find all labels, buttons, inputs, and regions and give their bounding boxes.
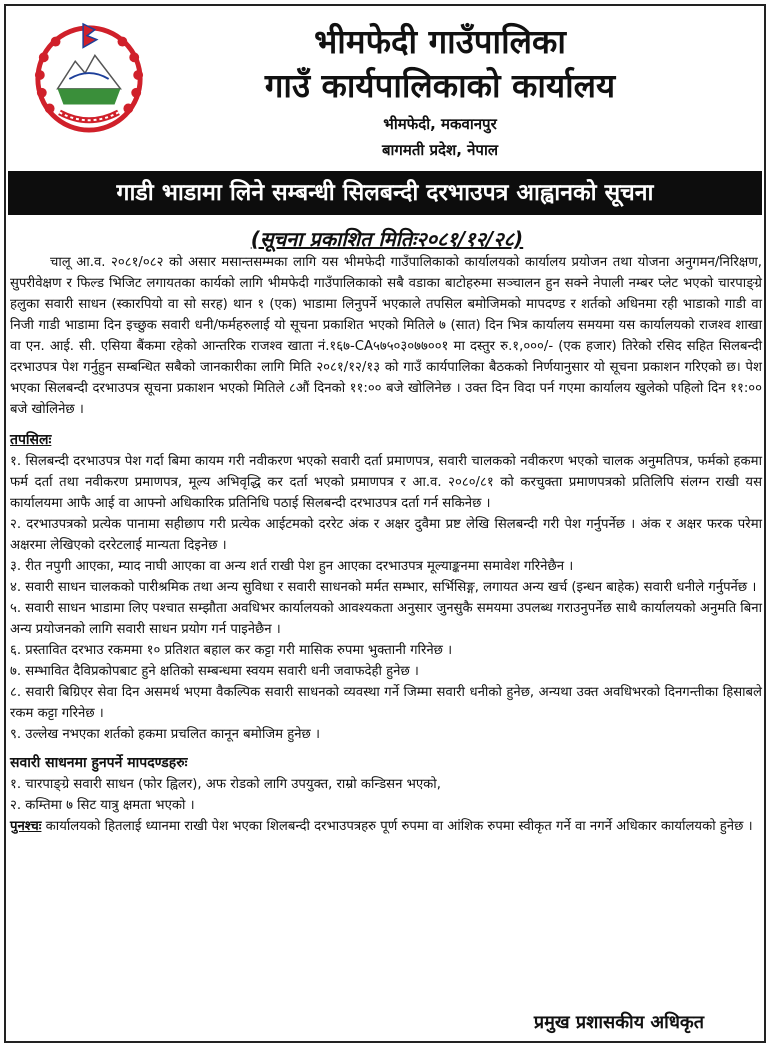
criteria-item: २. कम्तिमा ७ सिट यात्रु क्षमता भएको ।	[10, 798, 195, 813]
criteria-item: १. चारपाङ्ग्रे सवारी साधन (फोर ह्विलर), अफ रोडको लागि उपयुक्त, राम्रो कन्डिसन भएको,	[10, 777, 441, 792]
intro-paragraph: चालू आ.व. २०८१/०८२ को असार मसान्तसम्मका लागि यस भीमफेदी गाउँपालिकाको कार्यालयको कार्यालय प्रयोजन तथा योजना अनुगमन/निरिक्षण, सुपरीवेक्षण र फिल्ड भिजिट लगायतका कार्यको लागि भीमफेदी गाउँपालिकाको सबै वडाका बाटोहरुमा सञ्चालन हुन सक्ने नेपाली नम्बर प्लेट भएको चारपाङ्ग्रे हलुका सवारी साधन (स्कारपियो वा सो सरह) थान १ (एक) भाडामा लिनुपर्ने भएकाले तपसिल बमोजिमको मापदण्ड र शर्तको अधिनमा रही भाडाको गाडी वा निजी गाडी भाडामा दिन इच्छुक सवारी धनी/फर्महरुलाई यो सूचना प्रकाशित भएको मितिले ७ (सात) दिन भित्र कार्यालय समयमा यस कार्यालयको राजश्व शाखा वा एन. आई. सी. एसिया बैंकमा रहेको आन्तरिक राजश्व खाता नं.१६७-CA५७५०३०७७००१ मा दस्तुर रु.१,०००/- (एक हजार) तिरेको रसिद सहित सिलबन्दी दरभाउपत्र पेश गर्नुहुन सम्बन्धित सबैको जानकारीका लागि मिति २०८१/१२/१३ को गाउँ कार्यपालिका बैठकको निर्णयानुसार यो सूचना प्रकाशन गरिएको छ। पेश भएका सिलबन्दी दरभाउपत्र सूचना प्रकाशन भएको मितिले ८औं दिनको ११:०० बजे खोलिनेछ । उक्त दिन विदा पर्न गएमा कार्यालय खुलेको पहिलो दिन ११:०० बजे खोलिनेछ ।	[10, 255, 762, 417]
term-item: ६. प्रस्तावित दरभाउ रकममा १० प्रतिशत बहाल कर कट्टा गरी मासिक रुपमा भुक्तानी गरिनेछ ।	[10, 643, 453, 658]
postscript-text: कार्यालयको हितलाई ध्यानमा राखी पेश भएका शिलबन्दी दरभाउपत्रहरु पूर्ण रुपमा वा आंशिक रुपमा स्वीकृत गर्ने वा नगर्ने अधिकार कार्यालयको हुनेछ ।	[41, 819, 753, 834]
term-item: १. सिलबन्दी दरभाउपत्र पेश गर्दा बिमा कायम गरी नवीकरण भएको सवारी दर्ता प्रमाणपत्र, सवारी चालकको नवीकरण भएको चालक अनुमतिपत्र, फर्मको हकमा फर्म दर्ता तथा नवीकरण प्रमाणपत्र, मूल्य अभिवृद्धि कर दर्ता भएको प्रमाणपत्र र आ.व. २०८०/८१ को करचुक्ता प्रमाणपत्रको प्रतिलिपि संलग्न राखी यस कार्यालयमा आफै आई वा आफ्नो अधिकारिक प्रतिनिधि पठाई सिलबन्दी दरभाउपत्र दर्ता गर्न सकिनेछ ।	[10, 454, 762, 511]
publish-date-subtitle: (सूचना प्रकाशित मितिः२०८१/१२/२८)	[250, 227, 524, 251]
signature-title: प्रमुख प्रशासकीय अधिकृत	[533, 1012, 704, 1033]
notice-banner: गाडी भाडामा लिने सम्बन्धी सिलबन्दी दरभाउपत्र आह्वानको सूचना	[8, 171, 762, 215]
address-line2: बागमती प्रदेश, नेपाल	[381, 141, 499, 159]
term-item: ८. सवारी बिग्रिएर सेवा दिन असमर्थ भएमा वैकल्पिक सवारी साधनको व्यवस्था गर्ने जिम्मा सवारी धनीको हुनेछ, अन्यथा उक्त अवधिभरको दिनगन्तीका हिसाबले रकम कट्टा गरिनेछ ।	[10, 685, 762, 721]
criteria-heading: सवारी साधनमा हुनपर्ने मापदण्डहरुः	[10, 755, 188, 771]
postscript-note	[10, 816, 762, 837]
notice-body	[10, 252, 762, 837]
terms-heading: तपसिलः	[10, 432, 52, 448]
office-title-line2: गाउँ कार्यपालिकाको कार्यालय	[264, 66, 616, 105]
term-item: ७. सम्भावित दैविप्रकोपबाट हुने क्षतिको सम्बन्धमा स्वयम सवारी धनी जवाफदेही हुनेछ ।	[10, 664, 419, 679]
term-item: ४. सवारी साधन चालकको पारीश्रमिक तथा अन्य सुविधा र सवारी साधनको मर्मत सम्भार, सर्भिसिङ्ग, लगायत अन्य खर्च (इन्धन बाहेक) सवारी धनीले गर्नुपर्नेछ ।	[10, 580, 757, 595]
postscript-label: पुनश्चः	[10, 819, 42, 834]
address-line1: भीमफेदी, मकवानपुर	[383, 115, 497, 133]
term-item: ३. रीत नपुगी आएका, म्याद नाघी आएका वा अन्य शर्त राखी पेश हुन आएका दरभाउपत्र मूल्याङ्कनमा समावेश गरिनेछैन ।	[10, 559, 574, 574]
office-title-line1: भीमफेदी गाउँपालिका	[314, 22, 566, 61]
nepal-government-emblem-icon	[30, 18, 148, 136]
term-item: ५. सवारी साधन भाडामा लिए पश्चात सम्झौता अवधिभर कार्यालयको आवश्यकता अनुसार जुनसुकै समयमा उपलब्ध गराउनुपर्नेछ साथै कार्यालयको अनुमति बिना अन्य प्रयोजनको लागि सवारी साधन प्रयोग गर्न पाइनेछैन ।	[10, 601, 762, 637]
term-item: २. दरभाउपत्रको प्रत्येक पानामा सहीछाप गरी प्रत्येक आईटमको दररेट अंक र अक्षर दुवैमा प्रष्ट लेखि सिलबन्दी गरी पेश गर्नुपर्नेछ । अंक र अक्षर फरक परेमा अक्षरमा लेखिएको दररेटलाई मान्यता दिइनेछ ।	[10, 517, 762, 553]
term-item: ९. उल्लेख नभएका शर्तको हकमा प्रचलित कानून बमोजिम हुनेछ ।	[10, 727, 320, 742]
